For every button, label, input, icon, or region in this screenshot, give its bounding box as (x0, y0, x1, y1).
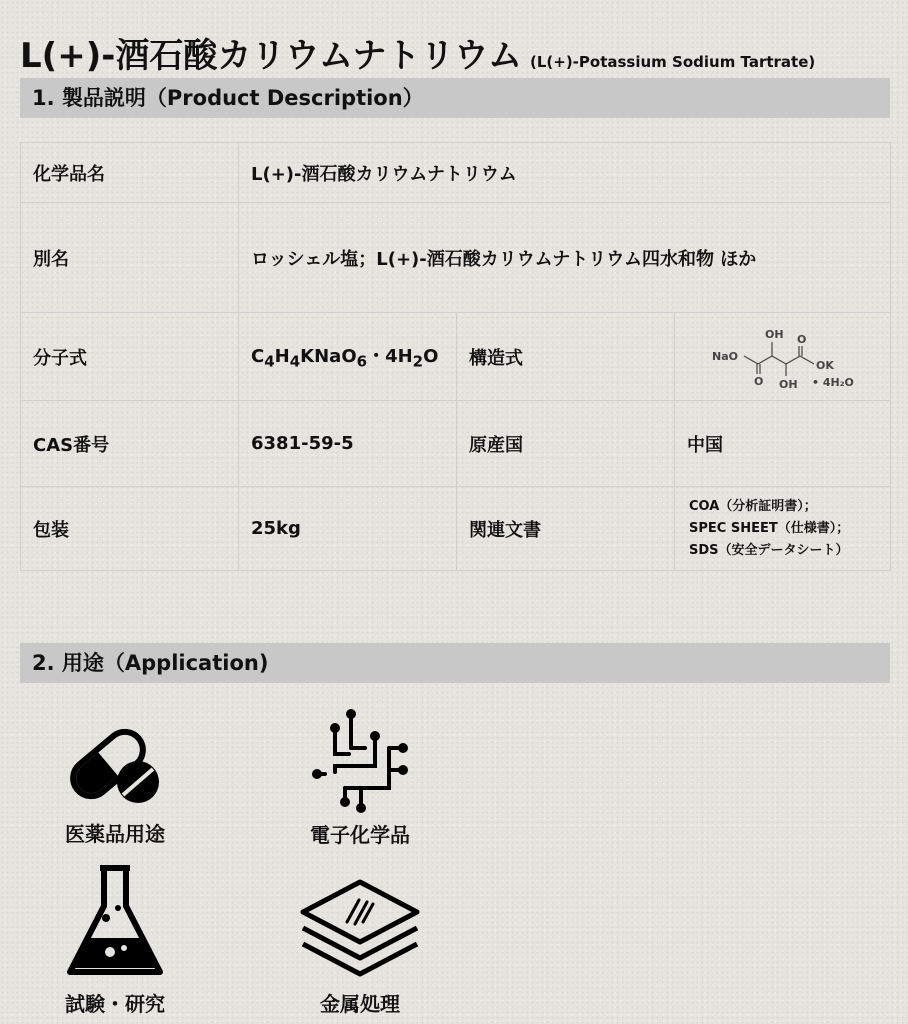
title-sub: (L(+)-Potassium Sodium Tartrate) (529, 53, 816, 71)
metal-sheets-icon (295, 874, 425, 982)
row-formula (21, 313, 891, 401)
application-metal-label: 金属処理 (320, 992, 400, 1016)
chemical-name-value: L(+)-酒石酸カリウムナトリウム (239, 143, 891, 203)
title-main: L(+)-酒石酸カリウムナトリウム (20, 36, 522, 76)
flask-icon (60, 862, 170, 982)
structure-hydrate: • 4H₂O (811, 376, 854, 389)
application-electronics-label: 電子化学品 (310, 823, 410, 847)
structural-formula-image (688, 314, 878, 394)
circuit-icon (305, 708, 415, 813)
application-metal (290, 874, 430, 1017)
docs-value (675, 487, 891, 571)
section-heading-description: 1. 製品説明（Product Description） (20, 78, 890, 118)
packaging-value: 25kg (239, 487, 457, 571)
origin-label: 原産国 (457, 401, 675, 487)
section-heading-application: 2. 用途（Application) (20, 643, 890, 683)
structure-oh-top: OH (764, 328, 784, 341)
formula-label: 分子式 (21, 313, 239, 401)
application-electronics (290, 708, 430, 848)
row-alias (21, 203, 891, 313)
application-research-label: 試験・研究 (65, 992, 165, 1016)
structure-label: 構造式 (457, 313, 675, 401)
structure-diagram (675, 313, 891, 401)
docs-label: 関連文書 (457, 487, 675, 571)
doc-sds: SDS（安全データシート） (689, 542, 849, 558)
page-title (20, 28, 815, 77)
formula-value: $C_4H_4KNaO_6$・$4H_2O$ (239, 313, 457, 401)
doc-spec: SPEC SHEET（仕様書）； (689, 520, 850, 536)
structure-o-right: O (796, 333, 806, 346)
structure-o-left: O (753, 375, 763, 388)
pill-capsule-icon (60, 712, 170, 812)
doc-coa: COA（分析証明書）； (689, 498, 817, 514)
alias-label: 別名 (21, 203, 239, 313)
structure-na: NaO (711, 350, 738, 363)
structure-k: OK (815, 359, 834, 372)
structure-oh-bottom: OH (778, 378, 798, 391)
application-pharma-label: 医薬品用途 (65, 822, 165, 846)
row-packaging (21, 487, 891, 571)
packaging-label: 包装 (21, 487, 239, 571)
application-pharma (50, 712, 180, 847)
cas-value: 6381-59-5 (239, 401, 457, 487)
chemical-name-label: 化学品名 (21, 143, 239, 203)
row-chemical-name (21, 143, 891, 203)
product-info-table (20, 142, 891, 571)
row-cas (21, 401, 891, 487)
application-research (50, 862, 180, 1017)
origin-value: 中国 (675, 401, 891, 487)
alias-value: ロッシェル塩；L(+)-酒石酸カリウムナトリウム四水和物 ほか (239, 203, 891, 313)
cas-label: CAS番号 (21, 401, 239, 487)
